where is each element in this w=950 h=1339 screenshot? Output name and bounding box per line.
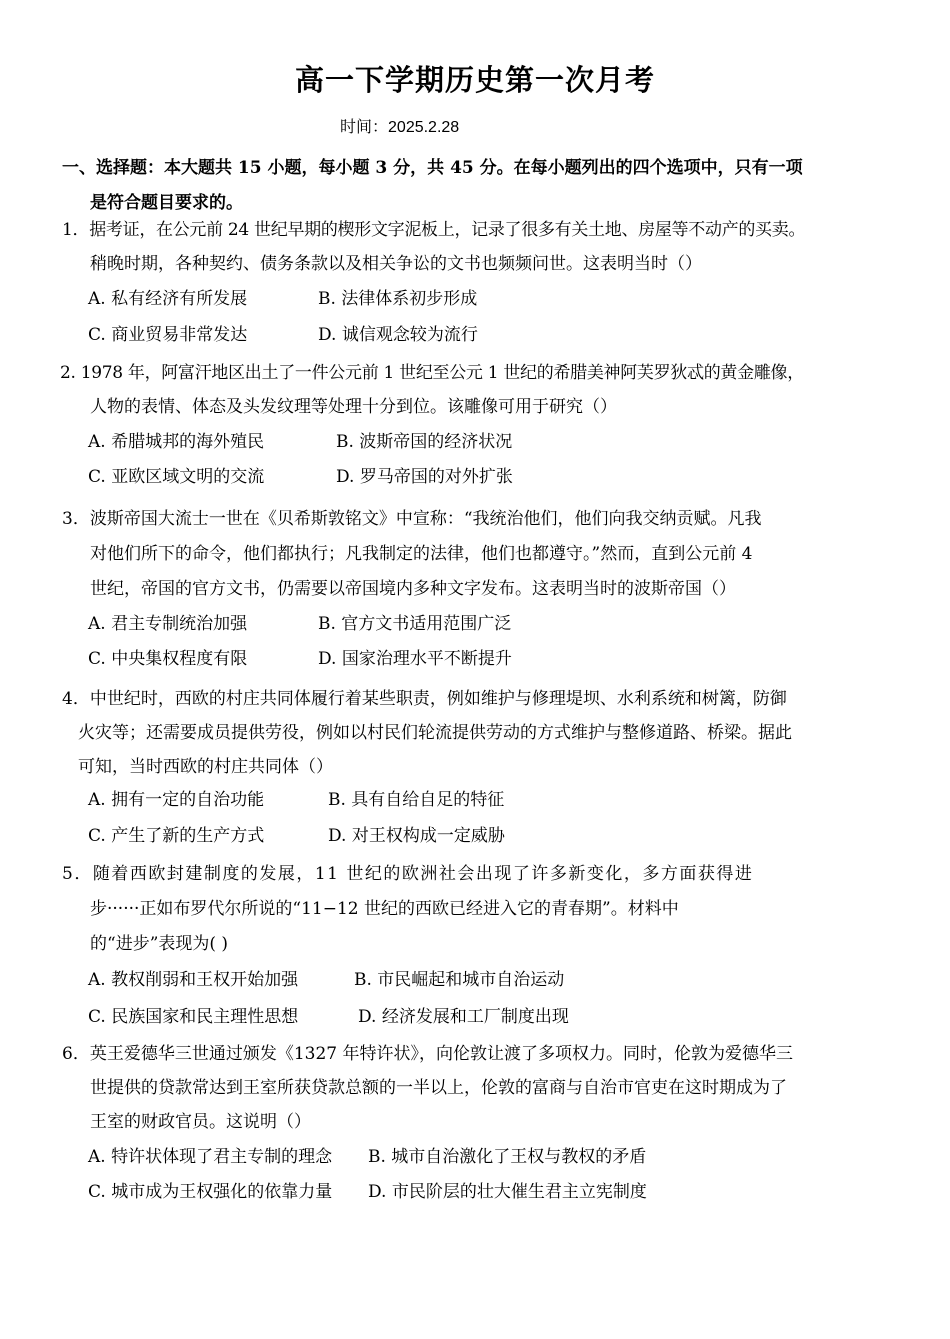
option-a[interactable]: A. 君主专制统治加强	[88, 614, 248, 634]
question-text-line: 2. 1978 年，阿富汗地区出土了一件公元前 1 世纪至公元 1 世纪的希腊美神阿芙罗狄忒的黄金雕像，	[60, 363, 804, 383]
option-c[interactable]: C. 民族国家和民主理性思想	[88, 1007, 299, 1027]
question-text-line: 的“进步”表现为( )	[90, 934, 229, 954]
exam-time-label: 时间：	[340, 117, 389, 136]
option-a[interactable]: A. 私有经济有所发展	[88, 289, 248, 309]
option-b[interactable]: B. 法律体系初步形成	[318, 289, 478, 309]
option-a[interactable]: A. 教权削弱和王权开始加强	[88, 970, 299, 990]
question-text-line: 世提供的贷款常达到王室所获贷款总额的一半以上，伦敦的富商与自治市官吏在这时期成为了	[90, 1078, 787, 1098]
question-text-line: 对他们所下的命令，他们都执行；凡我制定的法律，他们也都遵守。”然而，直到公元前 4	[90, 544, 753, 564]
question-text-line: 3．波斯帝国大流士一世在《贝希斯敦铭文》中宣称：“我统治他们，他们向我交纳贡赋。凡我	[62, 509, 762, 529]
question-text-line: 火灾等；还需要成员提供劳役，例如以村民们轮流提供劳动的方式维护与整修道路、桥梁。据此	[78, 723, 792, 743]
option-b[interactable]: B. 市民崛起和城市自治运动	[354, 970, 565, 990]
option-b[interactable]: B. 具有自给自足的特征	[328, 790, 505, 810]
option-a[interactable]: A. 希腊城邦的海外殖民	[88, 432, 265, 452]
section-heading-line-2: 是符合题目要求的。	[90, 193, 243, 213]
question-text-line: 稍晚时期，各种契约、债务条款以及相关争讼的文书也频频问世。这表明当时（）	[90, 254, 702, 274]
option-c[interactable]: C. 亚欧区域文明的交流	[88, 467, 265, 487]
question-text-line: 王室的财政官员。这说明（）	[90, 1112, 311, 1132]
option-a[interactable]: A. 特许状体现了君主专制的理念	[88, 1147, 333, 1167]
exam-time	[340, 114, 459, 137]
exam-time-value: 2025.2.28	[388, 119, 460, 136]
option-c[interactable]: C. 商业贸易非常发达	[88, 325, 248, 345]
option-d[interactable]: D. 市民阶层的壮大催生君主立宪制度	[368, 1182, 647, 1202]
option-c[interactable]: C. 产生了新的生产方式	[88, 826, 265, 846]
question-text-line: 步······正如布罗代尔所说的“11−12 世纪的西欧已经进入它的青春期”。材料中	[90, 899, 679, 919]
option-d[interactable]: D. 罗马帝国的对外扩张	[336, 467, 513, 487]
page-title: 高一下学期历史第一次月考	[294, 63, 655, 97]
question-text-line: 6．英王爱德华三世通过颁发《1327 年特许状》，向伦敦让渡了多项权力。同时，伦敦为爱德华三	[62, 1044, 793, 1064]
question-text-line: 5．随着西欧封建制度的发展，11 世纪的欧洲社会出现了许多新变化，多方面获得进	[62, 864, 754, 884]
option-c[interactable]: C. 城市成为王权强化的依靠力量	[88, 1182, 333, 1202]
option-b[interactable]: B. 城市自治激化了王权与教权的矛盾	[368, 1147, 647, 1167]
option-b[interactable]: B. 官方文书适用范围广泛	[318, 614, 512, 634]
section-heading-line-1: 一、选择题：本大题共 15 小题，每小题 3 分，共 45 分。在每小题列出的四个选项中，只有一项	[62, 158, 803, 178]
option-d[interactable]: D. 经济发展和工厂制度出现	[358, 1007, 569, 1027]
question-text-line: 人物的表情、体态及头发纹理等处理十分到位。该雕像可用于研究（）	[90, 397, 617, 417]
option-d[interactable]: D. 诚信观念较为流行	[318, 325, 478, 345]
option-b[interactable]: B. 波斯帝国的经济状况	[336, 432, 513, 452]
option-d[interactable]: D. 国家治理水平不断提升	[318, 649, 512, 669]
question-text-line: 世纪，帝国的官方文书，仍需要以帝国境内多种文字发布。这表明当时的波斯帝国（）	[90, 579, 736, 599]
question-text-line: 可知，当时西欧的村庄共同体（）	[78, 757, 333, 777]
question-text-line: 4．中世纪时，西欧的村庄共同体履行着某些职责，例如维护与修理堤坝、水利系统和树篱，防御	[62, 689, 787, 709]
option-c[interactable]: C. 中央集权程度有限	[88, 649, 248, 669]
option-d[interactable]: D. 对王权构成一定威胁	[328, 826, 505, 846]
question-text-line: 1．据考证，在公元前 24 世纪早期的楔形文字泥板上，记录了很多有关土地、房屋等不动产的买卖。	[62, 220, 806, 240]
option-a[interactable]: A. 拥有一定的自治功能	[88, 790, 265, 810]
